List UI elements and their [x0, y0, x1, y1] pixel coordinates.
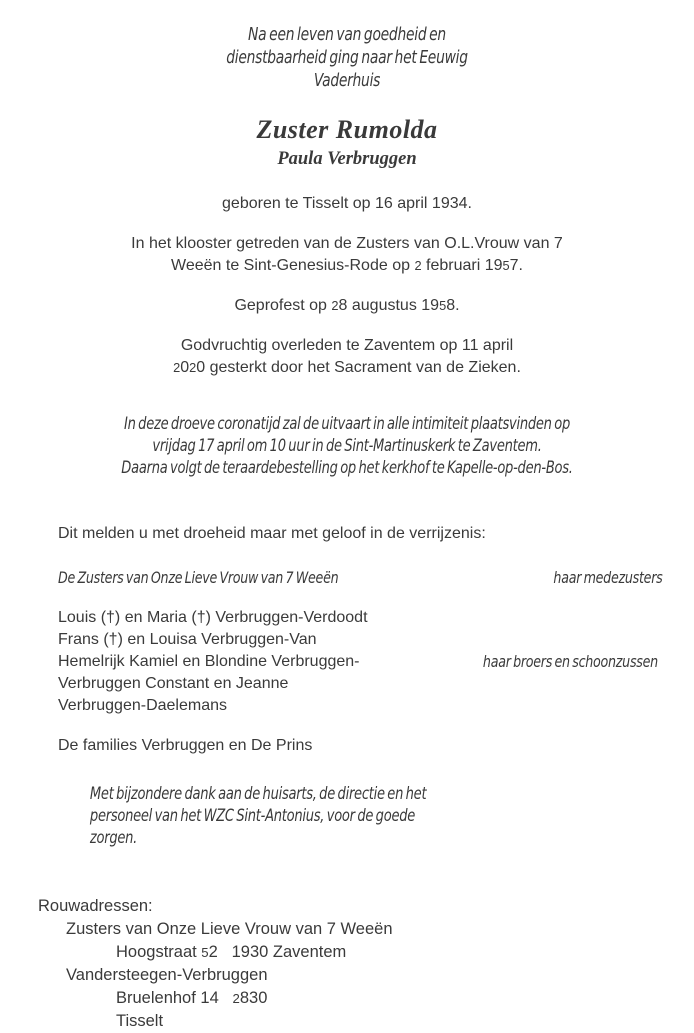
birth-line: [16, 193, 678, 215]
address-street-text-2: Bruelenhof 14: [116, 989, 219, 1007]
mourner-row-family: [58, 607, 670, 717]
death-digit-1: 2: [173, 360, 181, 375]
family-name-line: Frans (†) en Louisa Verbruggen-Van: [58, 631, 317, 648]
vows-entry-line-2c: 7.: [509, 257, 523, 274]
profession-digit-2: 5: [439, 298, 447, 313]
deceased-name: [16, 115, 678, 171]
profession-digit-1: 2: [331, 298, 339, 313]
mourning-addresses: [16, 895, 678, 1033]
address-name-1: Zusters van Onze Lieve Vrouw van 7 Weeën: [66, 920, 393, 938]
address-street-text-1: Hoogstraat: [116, 943, 202, 961]
funeral-notice: [56, 413, 639, 479]
mourner-names-family: [58, 607, 368, 717]
address-postcode-digit-2: 2: [232, 991, 240, 1006]
address-postcode-rest-2: 830: [239, 989, 268, 1007]
address-city-2: Tisselt: [116, 1012, 164, 1030]
address-street-rest-1: 2: [208, 943, 218, 961]
profession-line: [16, 295, 678, 317]
death-lines: [16, 335, 678, 379]
mourner-row-families: [58, 735, 670, 757]
thanks-line-2: personeel van het WZC Sint-Antonius, voor de goede: [89, 806, 416, 825]
mourner-relation-family: haar broers en schoonzussen: [483, 652, 659, 671]
family-name-line: Verbruggen Constant en Jeanne: [58, 675, 289, 692]
profession-text-c: 8.: [446, 297, 460, 314]
address-city-1: 1930 Zaventem: [231, 943, 347, 961]
funeral-line-2: vrijdag 17 april om 10 uur in de Sint-Martinuskerk te Zaventem.: [152, 436, 542, 455]
vows-entry-line-1: In het klooster getreden van de Zusters van O.L.Vrouw van 7: [131, 235, 563, 252]
opening-verse: [56, 0, 639, 93]
vows-entry-line-2b: februari 19: [421, 257, 503, 274]
address-name-2: Vandersteegen-Verbruggen: [66, 966, 268, 984]
thanks-note: [16, 783, 599, 849]
verse-line-3: Vaderhuis: [313, 71, 381, 91]
biography: [16, 193, 678, 379]
mourner-row-sisters: [58, 567, 670, 589]
profession-text-b: 8 augustus 19: [338, 297, 440, 314]
death-digit-2: 2: [189, 360, 197, 375]
vows-entry-digit-2: 5: [502, 258, 510, 273]
addresses-heading: Rouwadressen:: [38, 897, 153, 915]
address-street-digit-1: 5: [201, 945, 209, 960]
announcement-text: Dit melden u met droeheid maar met geloof in de verrijzenis:: [58, 525, 486, 542]
vows-entry-digit-1: 2: [414, 258, 422, 273]
birth-text: geboren te Tisselt op 16 april 1934.: [222, 195, 472, 212]
civil-name: Paula Verbruggen: [277, 149, 417, 169]
family-name-line: Verbruggen-Daelemans: [58, 697, 227, 714]
death-line-2a: 0: [180, 359, 190, 376]
funeral-line-1: In deze droeve coronatijd zal de uitvaart in alle intimiteit plaatsvinden op: [124, 414, 570, 433]
profession-text-a: Geprofest op: [234, 297, 332, 314]
thanks-line-1: Met bijzondere dank aan de huisarts, de directie en het: [89, 784, 427, 803]
mourner-name-families: De families Verbruggen en De Prins: [58, 737, 313, 754]
funeral-line-3: Daarna volgt de teraardebestelling op het kerkhof te Kapelle-op-den-Bos.: [121, 458, 573, 477]
mourner-relation-sisters: haar medezusters: [553, 568, 663, 587]
vows-entry-lines: [16, 233, 678, 277]
thanks-line-3: zorgen.: [89, 828, 138, 847]
death-line-1: Godvruchtig overleden te Zaventem op 11 april: [180, 337, 514, 354]
family-name-line: Hemelrijk Kamiel en Blondine Verbruggen-: [58, 653, 360, 670]
vows-entry-line-2a: Weeën te Sint-Genesius-Rode op: [171, 257, 415, 274]
address-street-1: [38, 941, 678, 964]
religious-name: Zuster Rumolda: [256, 115, 438, 144]
family-name-line: Louis (†) en Maria (†) Verbruggen-Verdoodt: [58, 609, 368, 626]
verse-line-2: dienstbaarheid ging naar het Eeuwig: [226, 48, 468, 68]
death-line-2b: 0 gesterkt door het Sacrament van de Zieken.: [196, 359, 521, 376]
mourners-list: [16, 567, 678, 757]
address-street-2: [38, 987, 678, 1010]
verse-line-1: Na een leven van goedheid en: [248, 25, 446, 45]
mourner-name-sisters: De Zusters van Onze Lieve Vrouw van 7 Weeën: [58, 568, 339, 587]
